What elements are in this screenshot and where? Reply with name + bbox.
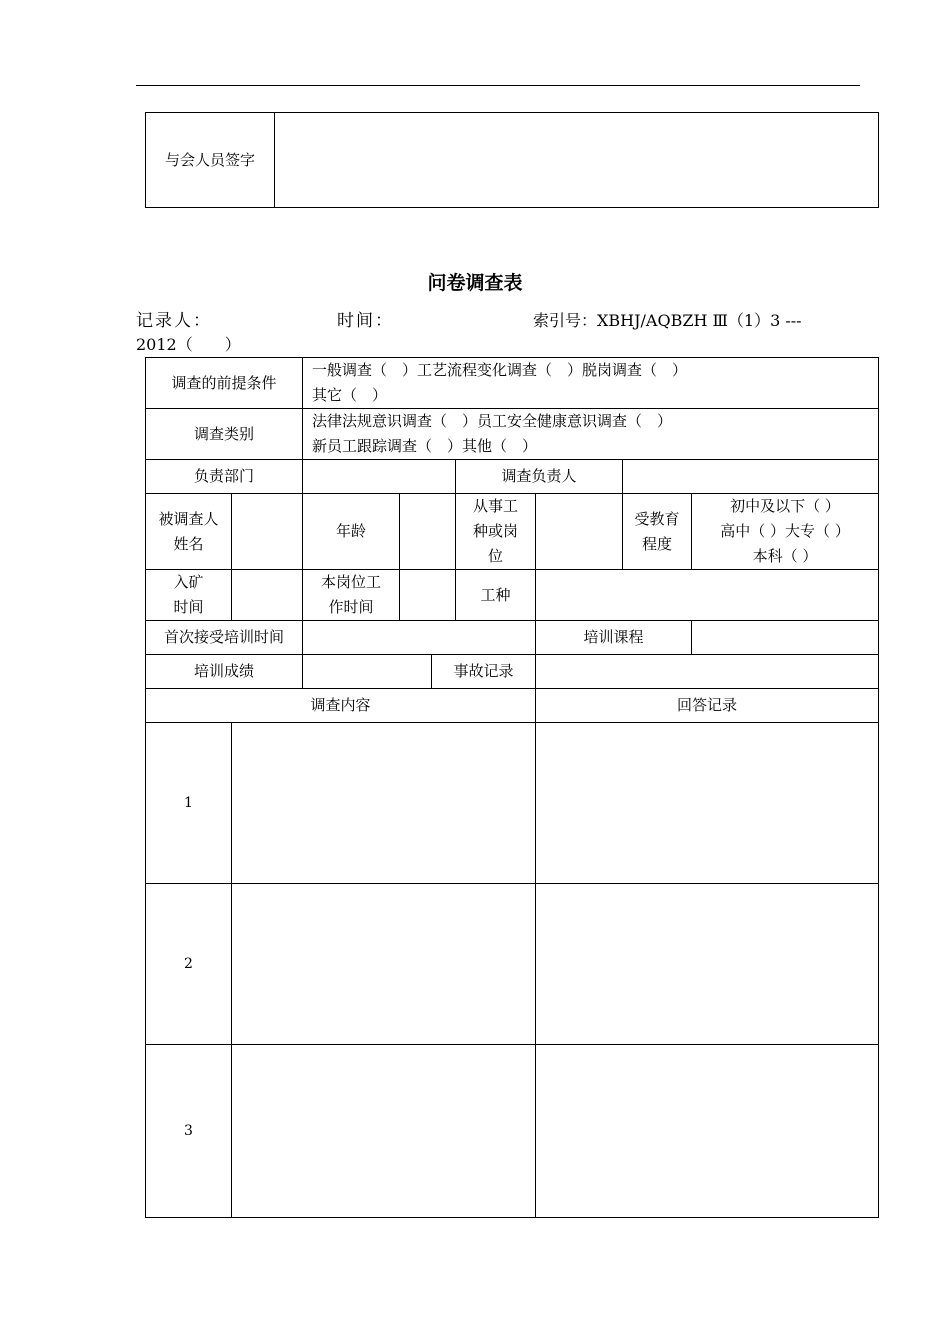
job-label-line-3: 位	[488, 547, 504, 565]
job-field[interactable]	[536, 494, 623, 570]
job-label	[456, 494, 536, 570]
category-label: 调查类别	[146, 409, 303, 460]
survey-table	[145, 357, 879, 1218]
worktype-label: 工种	[456, 570, 536, 621]
item-answer-field[interactable]	[536, 723, 879, 884]
education-label-line-2: 程度	[642, 534, 673, 553]
entry-field[interactable]	[232, 570, 303, 621]
header-rule	[136, 85, 860, 86]
dept-label: 负责部门	[146, 460, 303, 494]
survey-item-row	[146, 884, 879, 1045]
education-label	[623, 494, 692, 570]
item-number: 3	[146, 1045, 232, 1218]
score-label: 培训成绩	[146, 655, 303, 689]
person-row	[146, 494, 879, 570]
score-field[interactable]	[303, 655, 432, 688]
premise-row	[146, 358, 879, 409]
score-row	[146, 655, 879, 689]
accident-label: 事故记录	[453, 662, 514, 680]
survey-item-row	[146, 723, 879, 884]
education-option-3: 本科（ ）	[752, 547, 818, 565]
item-number: 1	[146, 723, 232, 884]
category-line-2: 新员工跟踪调查（ ）其他（ ）	[312, 437, 538, 455]
item-answer-field[interactable]	[536, 1045, 879, 1218]
item-answer-field[interactable]	[536, 884, 879, 1045]
item-content-field[interactable]	[232, 1045, 536, 1218]
category-row	[146, 409, 879, 460]
entry-label	[146, 570, 232, 621]
signature-table	[145, 112, 879, 208]
score-field-group	[303, 655, 536, 689]
form-title: 问卷调查表	[427, 272, 523, 294]
first-training-label: 首次接受培训时间	[146, 621, 303, 655]
owner-field[interactable]	[623, 460, 879, 494]
index-number: 索引号：XBHJ/AQBZH Ⅲ（1）3 ---	[533, 311, 802, 330]
premise-label: 调查的前提条件	[146, 358, 303, 409]
education-label-line-1: 受教育	[634, 509, 680, 528]
entry-label-line-1: 入矿	[173, 573, 204, 591]
course-field[interactable]	[692, 621, 879, 655]
education-option-1: 初中及以下（ ）	[730, 497, 840, 515]
entry-row	[146, 570, 879, 621]
category-options[interactable]	[303, 409, 879, 460]
item-content-field[interactable]	[232, 884, 536, 1045]
first-training-field[interactable]	[303, 621, 536, 655]
job-label-line-1: 从事工	[473, 497, 519, 515]
premise-line-2: 其它（ ）	[312, 386, 388, 404]
post-time-label-line-2: 作时间	[328, 598, 374, 616]
name-label-line-1: 被调查人	[158, 509, 219, 528]
premise-options[interactable]	[303, 358, 879, 409]
content-header-row	[146, 689, 879, 723]
time-label: 时间：	[337, 311, 394, 331]
survey-item-row	[146, 1045, 879, 1218]
premise-line-1: 一般调查（ ）工艺流程变化调查（ ）脱岗调查（ ）	[312, 361, 688, 379]
recorder-label: 记录人：	[136, 311, 212, 331]
name-label	[146, 494, 232, 570]
index-year: 2012（ ）	[136, 335, 241, 354]
course-label: 培训课程	[536, 621, 692, 655]
owner-label: 调查负责人	[456, 460, 623, 494]
age-field[interactable]	[400, 494, 456, 570]
training-row	[146, 621, 879, 655]
entry-label-line-2: 时间	[173, 598, 204, 616]
category-line-1: 法律法规意识调查（ ）员工安全健康意识调查（ ）	[312, 412, 673, 430]
education-option-2: 高中（ ）大专（ ）	[720, 522, 850, 540]
accident-field[interactable]	[536, 655, 879, 689]
worktype-field[interactable]	[536, 570, 879, 621]
post-time-label	[303, 570, 400, 621]
dept-row	[146, 460, 879, 494]
post-time-label-line-1: 本岗位工	[321, 573, 382, 591]
name-field[interactable]	[232, 494, 303, 570]
item-number: 2	[146, 884, 232, 1045]
dept-field[interactable]	[303, 460, 456, 494]
content-header: 调查内容	[146, 689, 536, 723]
signature-field[interactable]	[275, 113, 879, 208]
item-content-field[interactable]	[232, 723, 536, 884]
post-time-field[interactable]	[400, 570, 456, 621]
signature-label: 与会人员签字	[146, 113, 275, 208]
answer-header: 回答记录	[536, 689, 879, 723]
job-label-line-2: 种或岗	[473, 522, 519, 540]
age-label: 年龄	[303, 494, 400, 570]
education-options[interactable]	[692, 494, 879, 570]
name-label-line-2: 姓名	[173, 534, 204, 553]
